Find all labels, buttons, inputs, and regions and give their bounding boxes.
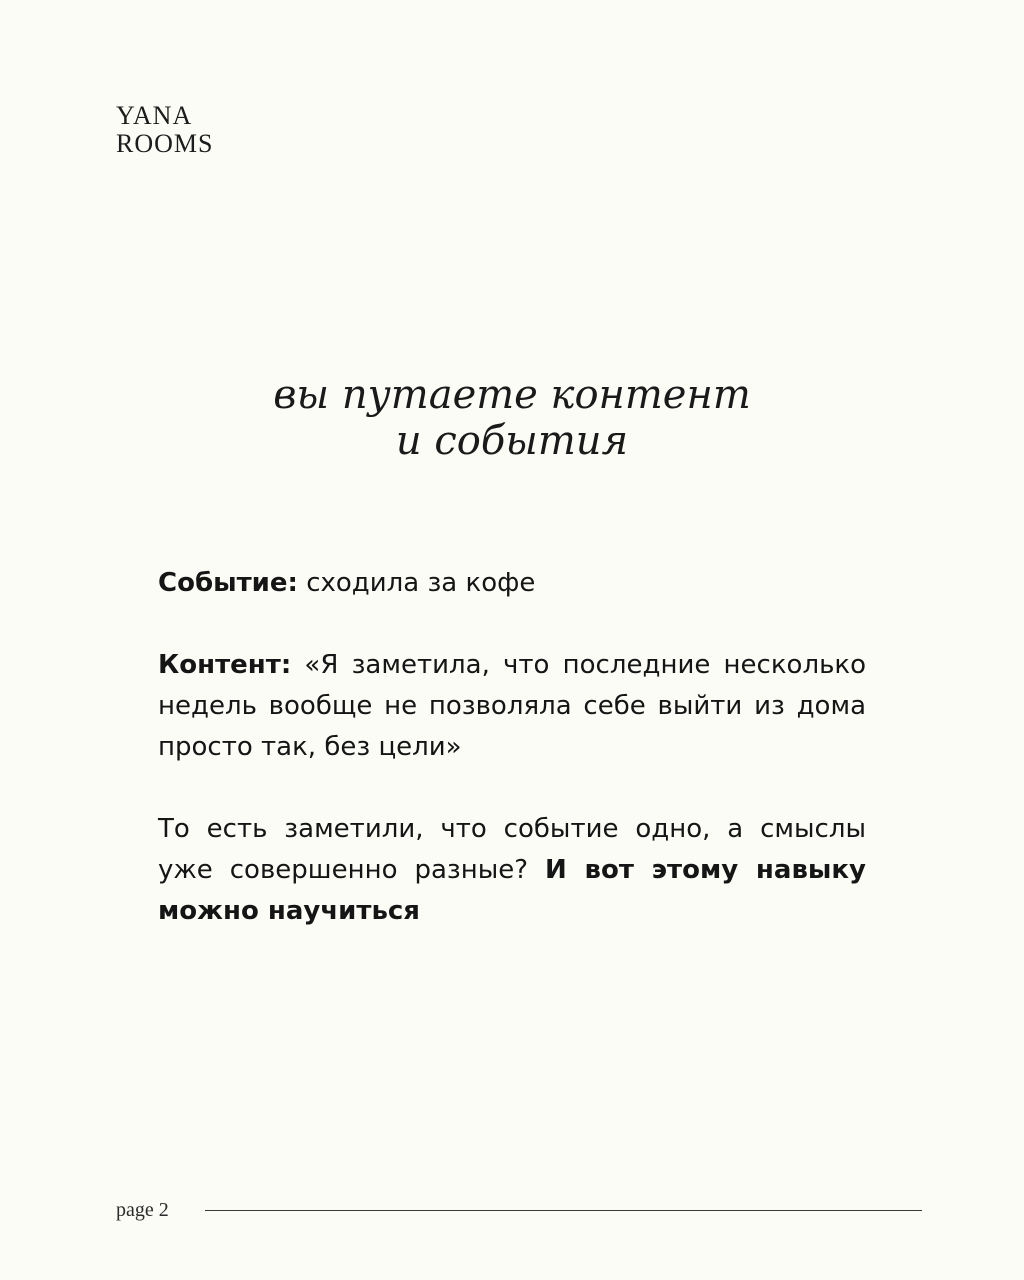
event-label: Событие: [158,568,298,598]
page-title [212,372,812,464]
content-text: «Я заметила, что последние несколько недель вообще не позволяла себе выйти из дома просто так, без цели» [158,650,866,762]
logo-line-1: YANA [116,101,193,130]
content-paragraph [158,645,866,768]
body-text [158,563,866,932]
event-paragraph [158,563,866,604]
conclusion-bold: И вот этому навыку можно научиться [158,855,866,926]
brand-logo [116,102,213,158]
page-number: page 2 [116,1199,169,1221]
title-line-1: вы путаете контент [273,372,751,418]
conclusion-text: То есть заметили, что событие одно, а смыслы уже совершенно разные? [158,814,866,885]
title-line-2: и события [395,418,629,464]
logo-line-2: ROOMS [116,129,214,158]
content-label: Контент: [158,650,292,680]
event-text: сходила за кофе [297,568,536,598]
footer-divider [205,1210,922,1211]
conclusion-paragraph [158,809,866,932]
